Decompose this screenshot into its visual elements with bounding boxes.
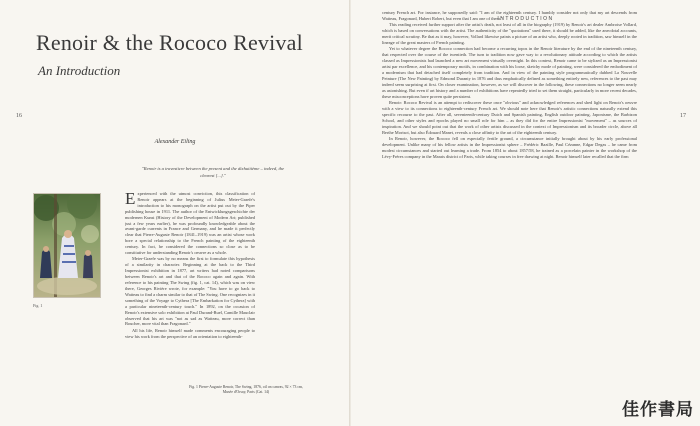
page-number-right: 17 [680, 113, 686, 119]
body-column-left [125, 191, 255, 371]
paragraph: Experienced with the utmost conviction, this classification of Renoir appears at the beginning of Julius Meier-Graefe's introduction to his monograph on the artist put out by the Piper publishing house in 1911. The author of the Entwicklungsgeschichte der modernen Kunst (History of the Development of Modern Art; published just a few years earlier), he was profoundly knowledgeable about the avant-garde currents in France and Germany, and he made it perfectly clear that Pierre-Auguste Renoir (1841–1919) was an artist whose work bore a special relationship to the French painting of the eighteenth century. In fact, he considered the connections so close as to be constitutive for understanding Renoir's oeuvre as a whole. [125, 191, 255, 256]
paragraph: In Renoir, however, the Rococo fell on especially fertile ground, a circumstance initially brought about by his early professional development. Unlike many of his fellow artists in the Impressionist sphere – Frédéric Bazille, Paul Cézanne, Edgar Degas – he came from modest circumstances and started out learning a trade. From 1854 to about 1857/58, he trained as a porcelain painter in the workshop of the Lévy-Frères company in the Marais district of Paris, while taking courses in free drawing at night. Renoir himself later recalled that the firm [382, 136, 637, 159]
page-number-left: 16 [16, 113, 22, 119]
paragraph: Yet to whatever degree the Rococo connection had become a recurring topos in the Renoir literature by the end of the nineteenth century, that respected over the course of the twentieth. The turn to tradition now gave way to a revolutionary attitude according to which the artists classed as Impressionists had launched a new art movement virtually overnight. In this context, Renoir came to be stylized as an Impressionist artist par excellence, and his contemporary motifs, in combination with his loose, sketchy mode of painting, were considered the embodiment of a modernism that had detached itself completely from tradition. And in view of the painting style programmatically dubbed La Nouvelle Peinture (The New Painting) by Edmond Duranty in 1876 and thus emphatically defined as something entirely new, references to the past may indeed seem surprising at first. On closer examination, however, as we will discover in the following, these connections no longer seem nearly as astonishing. But even if art history and a number of exhibitions have repeatedly tried to set them straight, particularly in more recent decades, these misconceptions have proven quite persistent. [382, 46, 637, 99]
paragraph: All his life, Renoir himself made comments encouraging people to view his work from the perspective of an orientation to eighteenth- [125, 327, 255, 339]
epigraph: "Renoir is a travesticre between the present and the dixhuitième – indeed, the clearest [...]." [141, 166, 285, 178]
figure-caption: Fig. 1 Pierre-Auguste Renoir, The Swing, 1876, oil on canvas, 92 × 73 cm, Musée d'Orsay, Paris (Cat. 14) [189, 385, 303, 395]
figure-label: Fig. 1 [33, 303, 43, 308]
running-head: INTRODUCTION [497, 16, 554, 22]
author-name: Alexander Eiling [154, 139, 196, 145]
right-page [351, 0, 700, 426]
paragraph: Meier-Graefe was by no means the first to formulate this hypothesis of a similarity in character. Beginning at the back to the Third Impressionist exhibition in 1877, art writers had noted comparisons between Renoir's art and that of the Rococo again and again. With reference to his painting The Swing (fig. 1, cat. 14), which was on view there, Georges Rivière wrote, for example: "You have to go back to Watteau to find a charm similar to that of The Swing. One recognizes in it something of the Voyage to Cythera [The Embarkation for Cythera] with a particular nineteenth-century touch." In 1892, on the occasion of Renoir's extensive solo exhibition at Paul Durand-Ruel, Camille Mauclair observed that his art was "not as sad as Watteau, more correct than Boucher, more vital than Fragonard." [125, 256, 255, 327]
drop-cap: E [125, 191, 136, 208]
publisher-watermark-logo: 佳作書局 [622, 400, 694, 420]
paragraph: Renoir: Rococo Revival is an attempt to rediscover these once "obvious" and acknowledged references and shed light on Renoir's oeuvre with a view to its connections to eighteenth-century French art. We should note here that Renoir's artistic connections naturally extend this specific recourse to the past. After all, seventeenth-century Dutch and Spanish painting, English outdoor painting, Japonisme, the Barbizon School, and other styles and epochs played no small role for him – as they did for the entire Impressionist "movement" – as sources of inspiration. And we should point out that the work of other artists discussed in the context of Impressionism and its broader circle, above all Berthe Morisot, but also Édouard Manet, reveals a close affinity to the art of the eighteenth century. [382, 100, 637, 135]
chapter-subtitle: An Introduction [38, 63, 121, 78]
chapter-title: Renoir & the Rococo Revival [36, 30, 303, 55]
paragraph: century French art. For instance, he supposedly said: "I am of the eighteenth century. I humbly consider not only that my art descends from Watteau, Fragonard, Hubert Robert, but even that I am one of them." [382, 10, 637, 21]
body-column-right [382, 10, 637, 423]
paragraph: This reading received further support after the artist's death, not least of all in the biography (1919) by Renoir's art dealer Ambroise Vollard, which is based on conversations with the artist. The authenticity of the "quotations" used there, it should be added, like the anecdotal accounts, merit critical scrutiny. Be that as it may, however, Vollard likewise paints a picture of an artist who, deeply rooted in tradition, saw himself in the lineage of the great masters of French painting. [382, 22, 637, 46]
painting-illustration [34, 194, 100, 297]
swing-painting-image [33, 193, 101, 298]
